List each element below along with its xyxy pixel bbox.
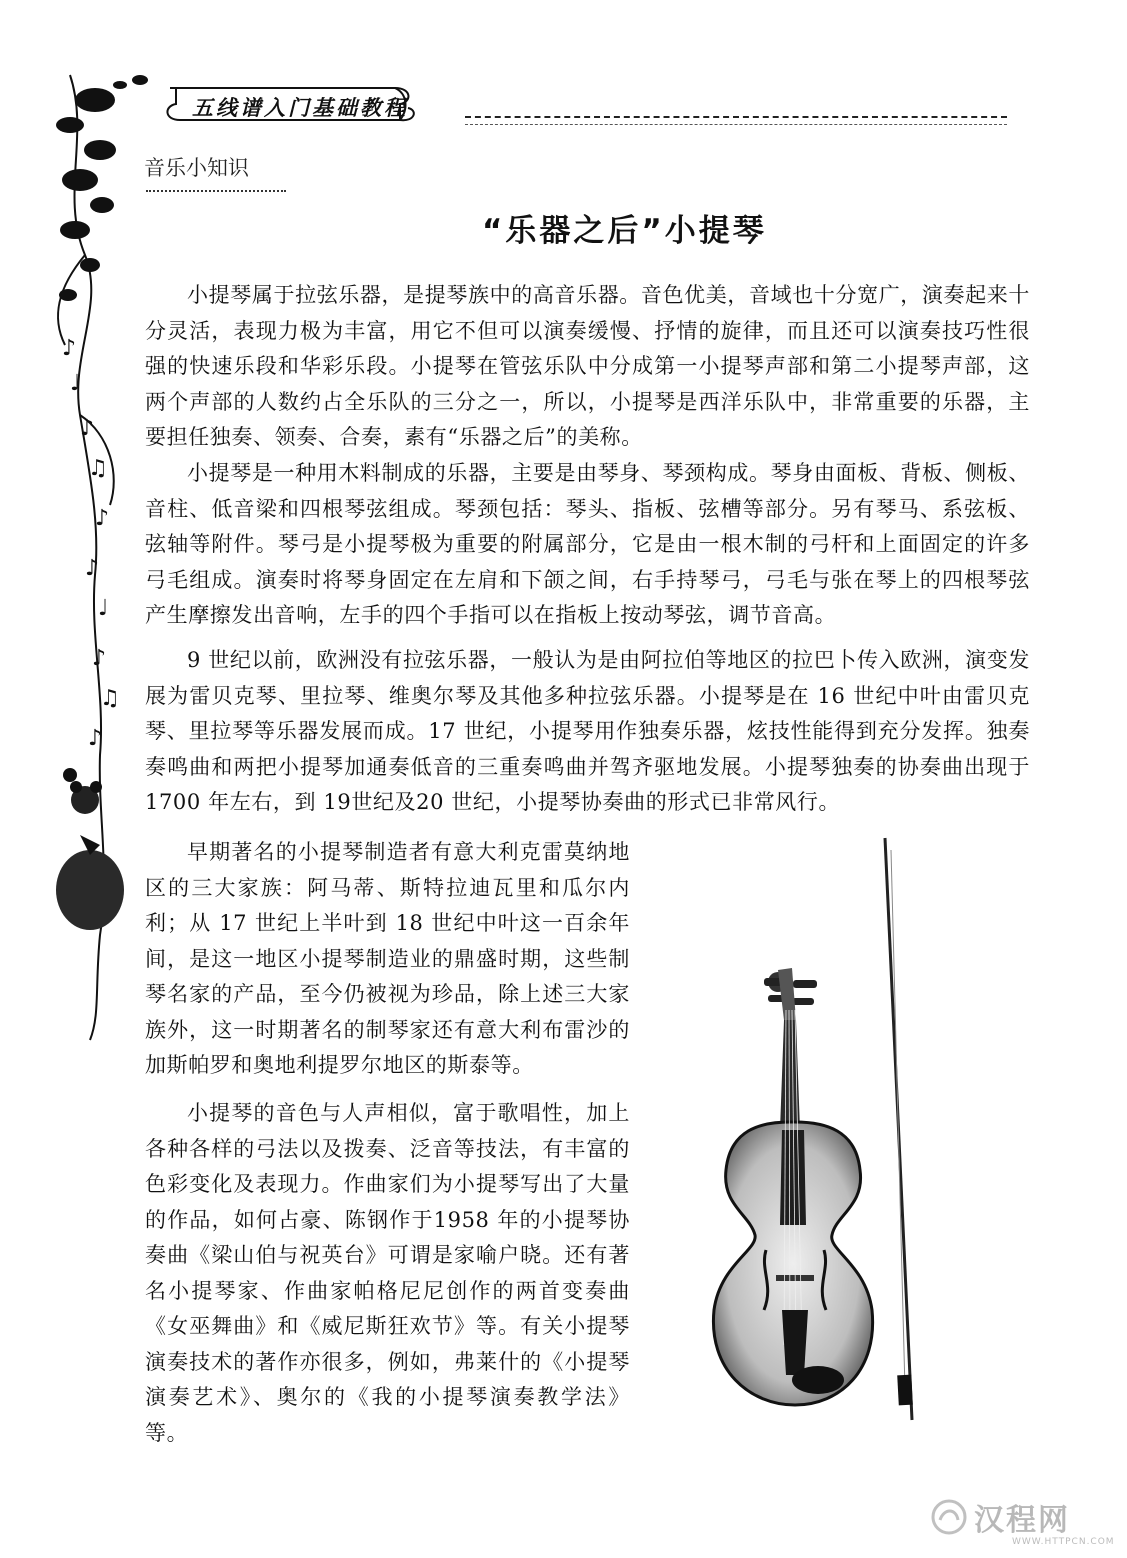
- header-divider: [465, 116, 1007, 118]
- section-underline: [146, 190, 286, 192]
- watermark-url: WWW.HTTPCN.COM: [1012, 1537, 1115, 1547]
- svg-text:♪: ♪: [85, 556, 100, 581]
- floral-border-decoration: [40, 55, 150, 1045]
- watermark-logo-icon: [930, 1498, 968, 1536]
- site-watermark: [930, 1495, 1070, 1539]
- paragraph-4: 早期著名的小提琴制造者有意大利克雷莫纳地区的三大家族：阿马蒂、斯特拉迪瓦里和瓜尔内利；从 17 世纪上半叶到 18 世纪中叶这一百余年间，是这一地区小提琴制造业的鼎盛时期，这些制琴名家的产品，至今仍被视为珍品，除上述三大家族外，这一时期著名的制琴家还有意大利布雷沙的加斯帕罗和奥地利提罗尔地区的斯泰等。: [145, 840, 630, 1077]
- banner-title: 五线谱入门基础教程: [192, 96, 408, 120]
- article-title: “乐器之后”小提琴: [482, 213, 767, 249]
- section-label: 音乐小知识: [144, 156, 249, 180]
- paragraph-3: 9 世纪以前，欧洲没有拉弦乐器，一般认为是由阿拉伯等地区的拉巴卜传入欧洲，演变发展为雷贝克琴、里拉琴、维奥尔琴及其他多种拉弦乐器。小提琴是在 16 世纪中叶由雷贝克琴、里拉琴等乐器发展而成。17 世纪，小提琴用作独奏乐器，炫技性能得到充分发挥。独奏奏鸣曲和两把小提琴加通奏低音的三重奏鸣曲并驾齐驱地发展。小提琴独奏的协奏曲出现于 1700 年左右，到 19世纪及20 世纪，小提琴协奏曲的形式已非常风行。: [145, 648, 1030, 814]
- paragraph-2: 小提琴是一种用木料制成的乐器，主要是由琴身、琴颈构成。琴身由面板、背板、侧板、音柱、低音梁和四根琴弦组成。琴颈包括：琴头、指板、弦槽等部分。另有琴马、系弦板、弦轴等附件。琴弓是小提琴极为重要的附属部分，它是由一根木制的弓杆和上面固定的许多弓毛组成。演奏时将琴身固定在左肩和下颌之间，右手持琴弓，弓毛与张在琴上的四根琴弦产生摩擦发出音响，左手的四个手指可以在指板上按动琴弦，调节音高。: [145, 461, 1030, 627]
- svg-text:♫: ♫: [88, 456, 108, 481]
- svg-text:♩: ♩: [98, 596, 109, 621]
- paragraph-1: 小提琴属于拉弦乐器，是提琴族中的高音乐器。音色优美，音域也十分宽广，演奏起来十分灵活，表现力极为丰富，用它不但可以演奏缓慢、抒情的旋律，而且还可以演奏技巧性很强的快速乐段和华彩乐段。小提琴在管弦乐队中分成第一小提琴声部和第二小提琴声部，这两个声部的人数约占全乐队的三分之一，所以，小提琴是西洋乐队中，非常重要的乐器，主要担任独奏、领奏、合奏，素有“乐器之后”的美称。: [145, 283, 1030, 449]
- svg-text:♪: ♪: [88, 726, 103, 751]
- header-banner: [150, 80, 420, 130]
- svg-text:♪: ♪: [80, 416, 95, 441]
- violin-illustration: [700, 830, 940, 1430]
- svg-text:♪: ♪: [62, 336, 77, 361]
- svg-text:♩: ♩: [70, 371, 81, 396]
- paragraph-5: 小提琴的音色与人声相似，富于歌唱性，加上各种各样的弓法以及拨奏、泛音等技法，有丰富的色彩变化及表现力。作曲家们为小提琴写出了大量的作品，如何占豪、陈钢作于1958 年的小提琴协奏曲《梁山伯与祝英台》可谓是家喻户晓。还有著名小提琴家、作曲家帕格尼尼创作的两首变奏曲《女巫舞曲》和《威尼斯狂欢节》等。有关小提琴演奏技术的著作亦很多，例如，弗莱什的《小提琴演奏艺术》、奥尔的《我的小提琴演奏教学法》 等。: [145, 1101, 630, 1445]
- svg-text:♪: ♪: [92, 646, 107, 671]
- svg-text:♪: ♪: [95, 506, 110, 531]
- watermark-brand: 汉程网: [974, 1503, 1070, 1538]
- svg-text:♫: ♫: [100, 686, 120, 711]
- header-divider-secondary: [465, 124, 1007, 125]
